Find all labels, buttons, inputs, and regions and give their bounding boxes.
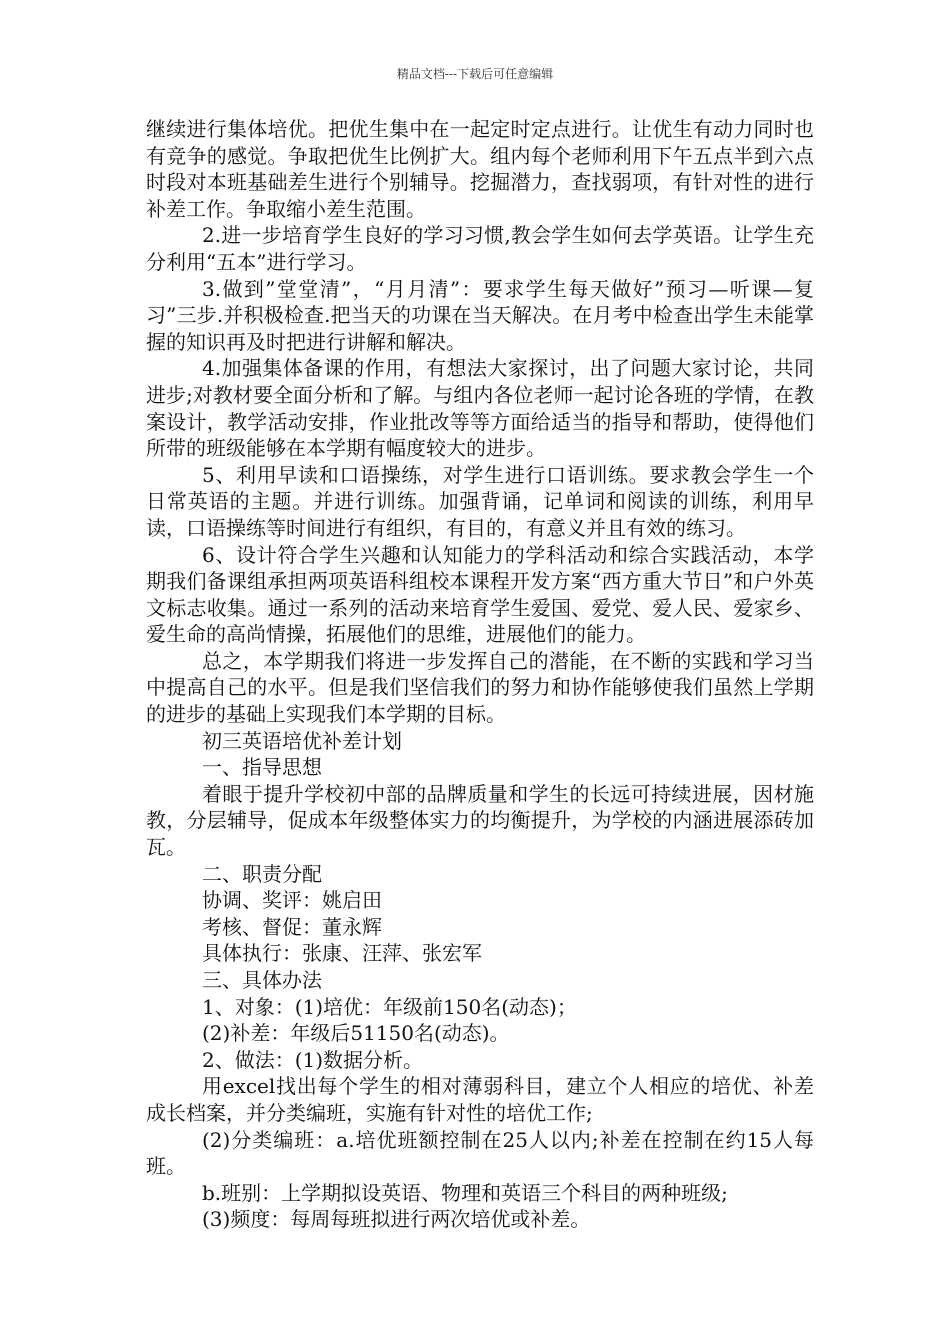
paragraph-4: 4.加强集体备课的作用，有想法大家探讨，出了问题大家讨论，共同进步;对教材要全面分析和了解。与组内各位老师一起讨论各班的学情，在教案设计，教学活动安排，作业批改等等方面给适当的指导和帮助，使得他们所带的班级能够在本学期有幅度较大的进步。 [146,356,814,461]
paragraph-class-grouping: (2)分类编班：a.培优班额控制在25人以内;补差在控制在约15人每班。 [146,1127,814,1179]
line-approach: 2、做法：(1)数据分析。 [202,1047,424,1072]
page-header: 精品文档---下载后可任意编辑 [396,67,554,81]
heading-guiding-idea: 一、指导思想 [202,755,322,780]
paragraph-2: 2.进一步培育学生良好的学习习惯,教会学生如何去学英语。让学生充分利用“五本”进行学习。 [146,223,814,274]
heading-responsibilities: 二、职责分配 [202,861,322,886]
heading-methods: 三、具体办法 [202,968,322,992]
paragraph-guiding-idea: 着眼于提升学校初中部的品牌质量和学生的长远可持续进展，因材施教，分层辅导，促成本年级整体实力的均衡提升，为学校的内涵进展添砖加瓦。 [146,781,814,860]
line-targets-top: 1、对象：(1)培优：年级前150名(动态)； [202,994,577,1019]
line-frequency: (3)频度：每周每班拟进行两次培优或补差。 [202,1207,591,1232]
line-assessment: 考核、督促：董永辉 [202,914,382,939]
line-coordination: 协调、奖评：姚启田 [202,888,382,913]
document-body [146,116,814,1233]
paragraph-5: 5、利用早读和口语操练，对学生进行口语训练。要求教会学生一个日常英语的主题。并进行训练。加强背诵，记单词和阅读的训练，利用早读，口语操练等时间进行有组织，有目的，有意义并且有效的练习。 [146,462,814,540]
paragraph-3: 3.做到”堂堂清”，“月月清”：要求学生每天做好”预习—听课—复习”三步.并积极检查.把当天的功课在当天解决。在月考中检查出学生未能掌握的知识再及时把进行讲解和解决。 [146,276,814,354]
paragraph-excel: 用excel找出每个学生的相对薄弱科目，建立个人相应的培优、补差成长档案，并分类编班，实施有针对性的培优工作; [146,1074,814,1125]
line-targets-bottom: (2)补差：年级后51150名(动态)。 [202,1021,510,1046]
paragraph-summary: 总之，本学期我们将进一步发挥自己的潜能，在不断的实践和学习当中提高自己的水平。但是我们坚信我们的努力和协作能够使我们虽然上学期的进步的基础上实现我们本学期的目标。 [146,648,814,727]
paragraph-1: 继续进行集体培优。把优生集中在一起定时定点进行。让优生有动力同时也有竞争的感觉。争取把优生比例扩大。组内每个老师利用下午五点半到六点时段对本班基础差生进行个别辅导。挖掘潜力，查找弱项，有针对性的进行补差工作。争取缩小差生范围。 [146,117,814,221]
section-title: 初三英语培优补差计划 [202,728,402,753]
paragraph-6: 6、设计符合学生兴趣和认知能力的学科活动和综合实践活动，本学期我们备课组承担两项英语科组校本课程开发方案“西方重大节日”和户外英文标志收集。通过一系列的活动来培育学生爱国、爱党、爱人民、爱家乡、爱生命的高尚情操，拓展他们的思维，进展他们的能力。 [146,542,814,647]
line-class-types: b.班别：上学期拟设英语、物理和英语三个科目的两种班级; [202,1180,728,1205]
line-execution: 具体执行：张康、汪萍、张宏军 [202,941,482,966]
